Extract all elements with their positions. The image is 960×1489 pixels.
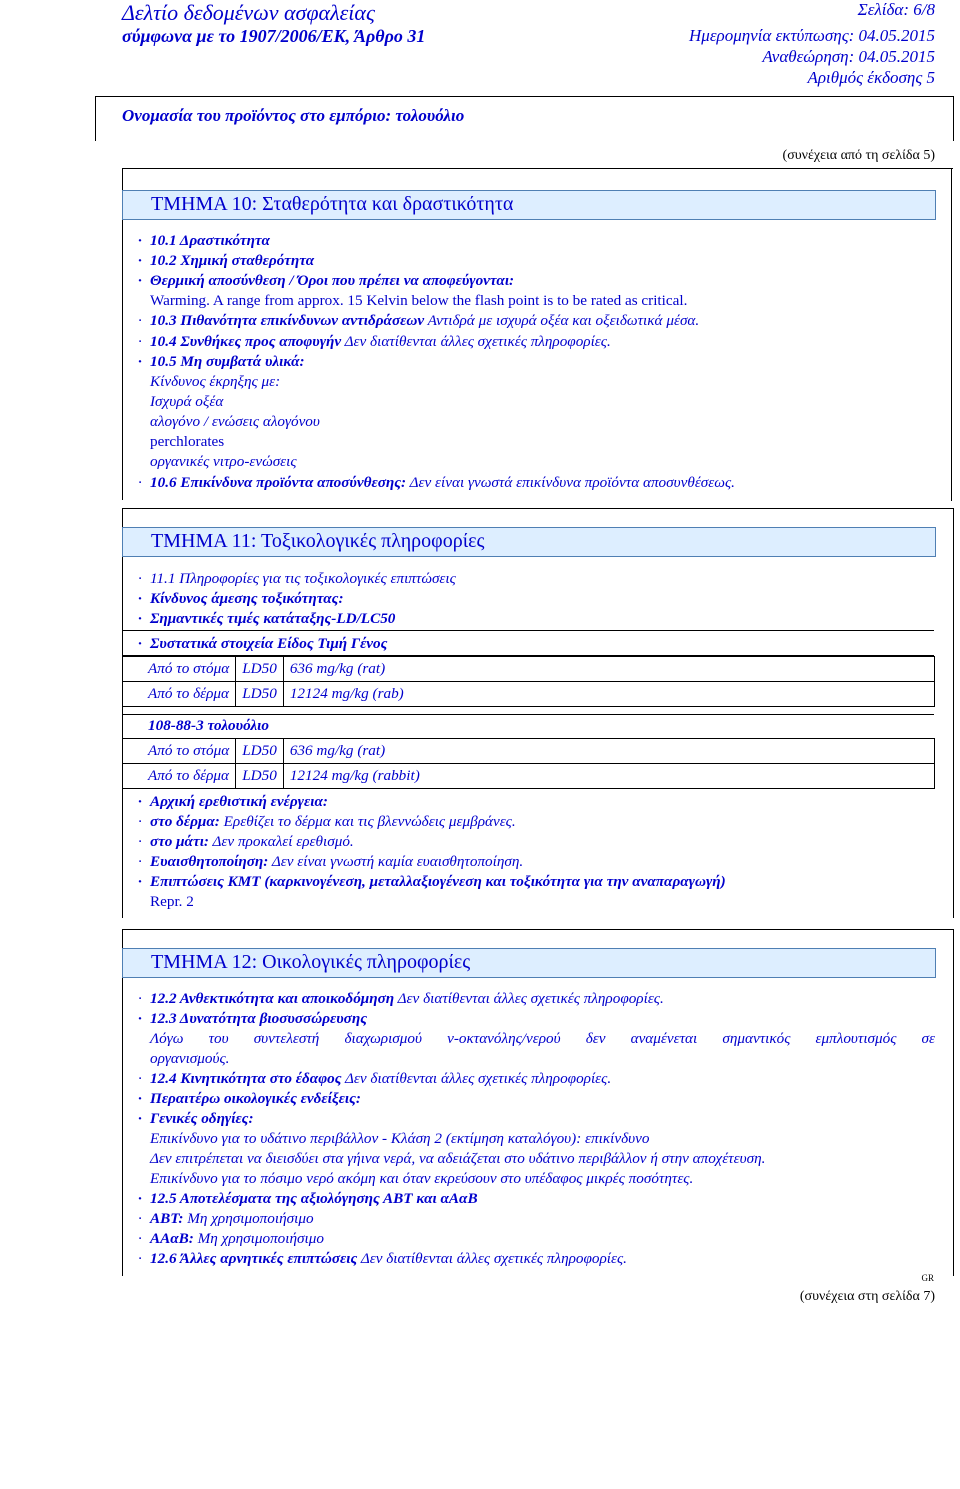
s10-line: · 10.2 Χημική σταθερότητα — [138, 252, 315, 269]
s10-line: Warming. A range from approx. 15 Kelvin below the flash point is to be rated as critical. — [150, 292, 688, 309]
s12-line: Δεν επιτρέπεται να διεισδύει στα γήινα νερά, να αδειάζεται στο υδάτινο περιβάλλον ή στην αποχέτευση. — [150, 1150, 766, 1167]
s11-line: · στο μάτι: Δεν προκαλεί ερεθισμό. — [138, 833, 354, 850]
s10-line: perchlorates — [150, 433, 225, 450]
product-name: Ονομασία του προϊόντος στο εμπόριο: τολουόλιο — [122, 106, 465, 125]
toxicity-table-1 — [122, 656, 935, 707]
document-title: Δελτίο δεδομένων ασφαλείας — [122, 0, 375, 25]
s10-line: Κίνδυνος έκρηξης με: — [150, 373, 281, 390]
s12-line: οργανισμούς. — [150, 1050, 230, 1067]
document-subtitle: σύμφωνα με το 1907/2006/ΕΚ, Άρθρο 31 — [122, 26, 426, 46]
section12-heading-text: ΤΜΗΜΑ 12: Οικολογικές πληροφορίες — [151, 951, 471, 973]
s12-line: Επικίνδυνο για το υδάτινο περιβάλλον - Κλάση 2 (εκτίμηση καταλόγου): επικίνδυνο — [150, 1130, 650, 1147]
s10-line: Ισχυρά οξέα — [150, 393, 224, 410]
s11-line: · Επιπτώσεις ΚΜΤ (καρκινογένεση, μεταλλαξιογένεση και τοξικότητα για την αναπαραγωγή) — [138, 873, 726, 890]
revision-date: Αναθεώρηση: 04.05.2015 — [762, 47, 935, 66]
section12-heading — [122, 948, 936, 978]
s11-line: · Αρχική ερεθιστική ενέργεια: — [138, 793, 328, 810]
print-date: Ημερομηνία εκτύπωσης: 04.05.2015 — [689, 26, 935, 45]
language-code: GR — [921, 1273, 934, 1283]
section11-heading-text: ΤΜΗΜΑ 11: Τοξικολογικές πληροφορίες — [151, 530, 485, 552]
s10-line: · 10.1 Δραστικότητα — [138, 232, 270, 249]
s10-line: · 10.4 Συνθήκες προς αποφυγήν Δεν διατίθενται άλλες σχετικές πληροφορίες. — [138, 333, 611, 350]
section10-heading-text: ΤΜΗΜΑ 10: Σταθερότητα και δραστικότητα — [151, 193, 514, 215]
s12-line: · 12.4 Κινητικότητα στο έδαφος Δεν διατίθενται άλλες σχετικές πληροφορίες. — [138, 1070, 612, 1087]
s12-line: · Περαιτέρω οικολογικές ενδείξεις: — [138, 1090, 361, 1107]
s11-line: · Κίνδυνος άμεσης τοξικότητας: — [138, 590, 344, 607]
s12-line: Επικίνδυνο για το πόσιμο νερό ακόμη και όταν εκρεύσουν στο υπέδαφος μικρές ποσότητες. — [150, 1170, 694, 1187]
s10-line: · 10.6 Επικίνδυνα προϊόντα αποσύνθεσης: Δεν είναι γνωστά επικίνδυνα προϊόντα αποσυνθέσεως. — [138, 474, 735, 491]
s12-line: · ΑΑαΒ: Μη χρησιμοποιήσιμο — [138, 1230, 324, 1247]
section11-heading — [122, 527, 936, 557]
s10-line: οργανικές νιτρο-ενώσεις — [150, 453, 297, 470]
table-row: Από το δέρμα LD50 12124 mg/kg (rabbit) — [122, 764, 935, 789]
table-row: Από το δέρμα LD50 12124 mg/kg (rab) — [122, 682, 935, 707]
s12-line: · 12.6 Άλλες αρνητικές επιπτώσεις Δεν διατίθενται άλλες σχετικές πληροφορίες. — [138, 1250, 627, 1267]
substance-label: 108-88-3 τολουόλιο — [148, 717, 269, 734]
page-number: Σελίδα: 6/8 — [857, 0, 935, 19]
s12-line: · 12.2 Ανθεκτικότητα και αποικοδόμηση Δεν διατίθενται άλλες σχετικές πληροφορίες. — [138, 990, 664, 1007]
table-row: Από το στόμα LD50 636 mg/kg (rat) — [122, 657, 935, 682]
version-number: Αριθμός έκδοσης 5 — [807, 68, 935, 87]
s11-line: Repr. 2 — [150, 893, 194, 910]
s11-line: · Σημαντικές τιμές κατάταξης-LD/LC50 — [138, 610, 396, 627]
s12-line: · ΑΒΤ: Μη χρησιμοποιήσιμο — [138, 1210, 314, 1227]
s11-line: · 11.1 Πληροφορίες για τις τοξικολογικές επιπτώσεις — [138, 570, 456, 587]
s11-line: · Συστατικά στοιχεία Είδος Τιμή Γένος — [138, 635, 388, 652]
s12-line: Λόγω του συντελεστή διαχωρισμού ν-οκτανόλης/νερού δεν αναμένεται σημαντικός εμπλουτισμός σε — [150, 1030, 935, 1047]
s11-line: · στο δέρμα: Ερεθίζει το δέρμα και τις βλεννώδεις μεμβράνες. — [138, 813, 516, 830]
s10-line: · Θερμική αποσύνθεση / Όροι που πρέπει να αποφεύγονται: — [138, 272, 515, 289]
s10-line: αλογόνο / ενώσεις αλογόνου — [150, 413, 320, 430]
section10-heading — [122, 190, 936, 220]
continued-from: (συνέχεια από τη σελίδα 5) — [782, 148, 935, 163]
s12-line: · 12.5 Αποτελέσματα της αξιολόγησης ΑΒΤ και αΑαΒ — [138, 1190, 478, 1207]
s11-line: · Ευαισθητοποίηση: Δεν είναι γνωστή καμία ευαισθητοποίηση. — [138, 853, 524, 870]
s10-line: · 10.3 Πιθανότητα επικίνδυνων αντιδράσεων Αντιδρά με ισχυρά οξέα και οξειδωτικά μέσα. — [138, 312, 700, 329]
s10-line: · 10.5 Μη συμβατά υλικά: — [138, 353, 305, 370]
toxicity-table-2 — [122, 738, 935, 789]
s12-line: · Γενικές οδηγίες: — [138, 1110, 254, 1127]
s12-line: · 12.3 Δυνατότητα βιοσυσσώρευσης — [138, 1010, 367, 1027]
continued-to: (συνέχεια στη σελίδα 7) — [799, 1289, 935, 1304]
table-row: Από το στόμα LD50 636 mg/kg (rat) — [122, 739, 935, 764]
